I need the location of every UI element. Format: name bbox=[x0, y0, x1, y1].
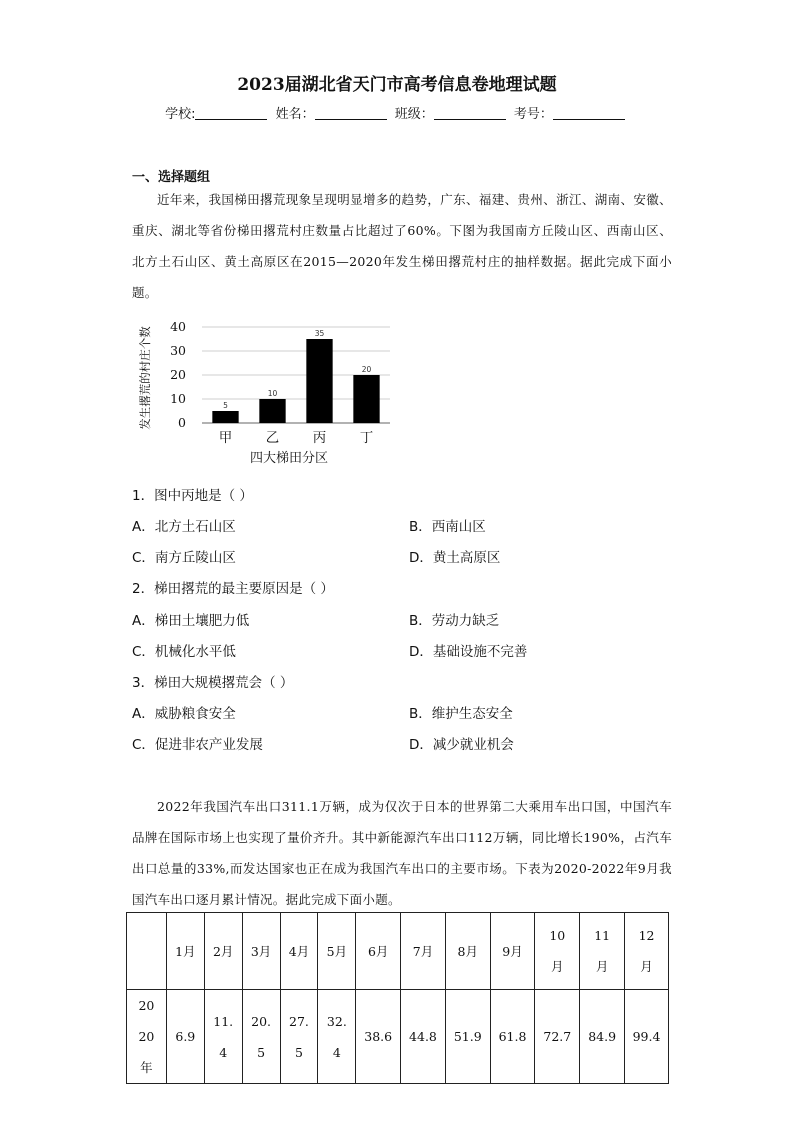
chart-data-label: 5 bbox=[223, 401, 228, 410]
chart-bar bbox=[353, 375, 379, 423]
q2-option-b[interactable]: B．劳动力缺乏 bbox=[409, 613, 500, 629]
chart-data-label: 35 bbox=[314, 329, 325, 338]
table-cell: 2020年 bbox=[127, 990, 167, 1084]
name-blank[interactable] bbox=[315, 105, 387, 120]
class-label: 班级： bbox=[394, 107, 434, 122]
table-header-cell: 1月 bbox=[166, 913, 204, 990]
table-header-cell: 3月 bbox=[242, 913, 280, 990]
class-blank[interactable] bbox=[434, 105, 506, 120]
table-cell: 20.5 bbox=[242, 990, 280, 1084]
table-cell: 72.7 bbox=[535, 990, 580, 1084]
table-header-cell: 8月 bbox=[445, 913, 490, 990]
table-cell: 44.8 bbox=[401, 990, 446, 1084]
table-cell: 61.8 bbox=[490, 990, 535, 1084]
q2-option-a[interactable]: A．梯田土壤肥力低 bbox=[132, 613, 250, 629]
chart-bar bbox=[259, 399, 285, 423]
name-label: 姓名： bbox=[275, 107, 315, 122]
question-1-stem: 1．图中丙地是（ ） bbox=[132, 488, 253, 504]
table-header-cell: 5月 bbox=[318, 913, 356, 990]
exam-number-label: 考号： bbox=[513, 107, 553, 122]
chart-y-tick-label: 40 bbox=[170, 319, 186, 334]
table-header-cell: 7月 bbox=[401, 913, 446, 990]
school-blank[interactable] bbox=[195, 105, 267, 120]
chart-x-tick-label: 甲 bbox=[218, 430, 233, 446]
q1-option-c[interactable]: C．南方丘陵山区 bbox=[132, 550, 236, 566]
table-cell: 27.5 bbox=[280, 990, 318, 1084]
bar-chart bbox=[132, 315, 402, 470]
passage-car-export: 2022年我国汽车出口311.1万辆，成为仅次于日本的世界第二大乘用车出口国，中国汽车品牌在国际市场上也实现了量价齐升。其中新能源汽车出口112万辆，同比增长190%，占汽车出口总量的33%,而发达国家也正在成为我国汽车出口的主要市场。下表为2020-2022年9月我国汽车出口逐月累计情况。据此完成下面小题。 bbox=[132, 799, 672, 907]
table-cell: 32.4 bbox=[318, 990, 356, 1084]
chart-y-tick-label: 0 bbox=[178, 415, 186, 430]
chart-y-tick-label: 30 bbox=[170, 343, 186, 358]
table-cell: 38.6 bbox=[356, 990, 401, 1084]
table-header-cell: 4月 bbox=[280, 913, 318, 990]
chart-y-axis-label: 发生撂荒的村庄个数 bbox=[138, 326, 152, 430]
chart-data-label: 20 bbox=[361, 365, 372, 374]
table-cell: 99.4 bbox=[625, 990, 669, 1084]
student-info-line bbox=[0, 103, 794, 122]
passage-terrace: 近年来，我国梯田撂荒现象呈现明显增多的趋势，广东、福建、贵州、浙江、湖南、安徽、重庆、湖北等省份梯田撂荒村庄数量占比超过了60%。下图为我国南方丘陵山区、西南山区、北方土石山区、黄土高原区在2015—2020年发生梯田撂荒村庄的抽样数据。据此完成下面小题。 bbox=[132, 192, 672, 300]
table-cell: 6.9 bbox=[166, 990, 204, 1084]
table-header-cell: 6月 bbox=[356, 913, 401, 990]
chart-y-tick-label: 10 bbox=[170, 391, 186, 406]
chart-x-tick-label: 乙 bbox=[265, 430, 280, 446]
table-header-cell bbox=[127, 913, 167, 990]
chart-y-tick-label: 20 bbox=[170, 367, 186, 382]
export-table bbox=[126, 912, 669, 1084]
chart-x-tick-label: 丙 bbox=[312, 430, 327, 446]
section-title: 一、选择题组 bbox=[132, 170, 211, 185]
exam-number-blank[interactable] bbox=[553, 105, 625, 120]
table-header-cell: 10月 bbox=[535, 913, 580, 990]
table-header-cell: 2月 bbox=[204, 913, 242, 990]
chart-bar bbox=[212, 411, 238, 423]
question-2-stem: 2．梯田撂荒的最主要原因是（ ） bbox=[132, 581, 334, 597]
table-cell: 11.4 bbox=[204, 990, 242, 1084]
table-header-cell: 11月 bbox=[580, 913, 625, 990]
q2-option-c[interactable]: C．机械化水平低 bbox=[132, 644, 236, 660]
chart-x-axis-label: 四大梯田分区 bbox=[249, 451, 329, 466]
q1-option-d[interactable]: D．黄土高原区 bbox=[409, 550, 501, 566]
q1-option-a[interactable]: A．北方土石山区 bbox=[132, 519, 236, 535]
page-title: 2023届湖北省天门市高考信息卷地理试题 bbox=[237, 75, 557, 95]
table-cell: 84.9 bbox=[580, 990, 625, 1084]
q2-option-d[interactable]: D．基础设施不完善 bbox=[409, 644, 528, 660]
table-cell: 51.9 bbox=[445, 990, 490, 1084]
chart-bar bbox=[306, 339, 332, 423]
table-header-cell: 9月 bbox=[490, 913, 535, 990]
q3-option-b[interactable]: B．维护生态安全 bbox=[409, 706, 513, 722]
table-header-cell: 12月 bbox=[625, 913, 669, 990]
q3-option-a[interactable]: A．威胁粮食安全 bbox=[132, 706, 236, 722]
q1-option-b[interactable]: B．西南山区 bbox=[409, 519, 486, 535]
chart-data-label: 10 bbox=[267, 389, 278, 398]
q3-option-c[interactable]: C．促进非农产业发展 bbox=[132, 737, 263, 753]
q3-option-d[interactable]: D．减少就业机会 bbox=[409, 737, 514, 753]
school-label: 学校: bbox=[165, 107, 196, 122]
table-row bbox=[127, 990, 669, 1084]
question-3-stem: 3．梯田大规模撂荒会（ ） bbox=[132, 675, 294, 691]
chart-x-tick-label: 丁 bbox=[359, 430, 374, 446]
table-header-row bbox=[127, 913, 669, 990]
